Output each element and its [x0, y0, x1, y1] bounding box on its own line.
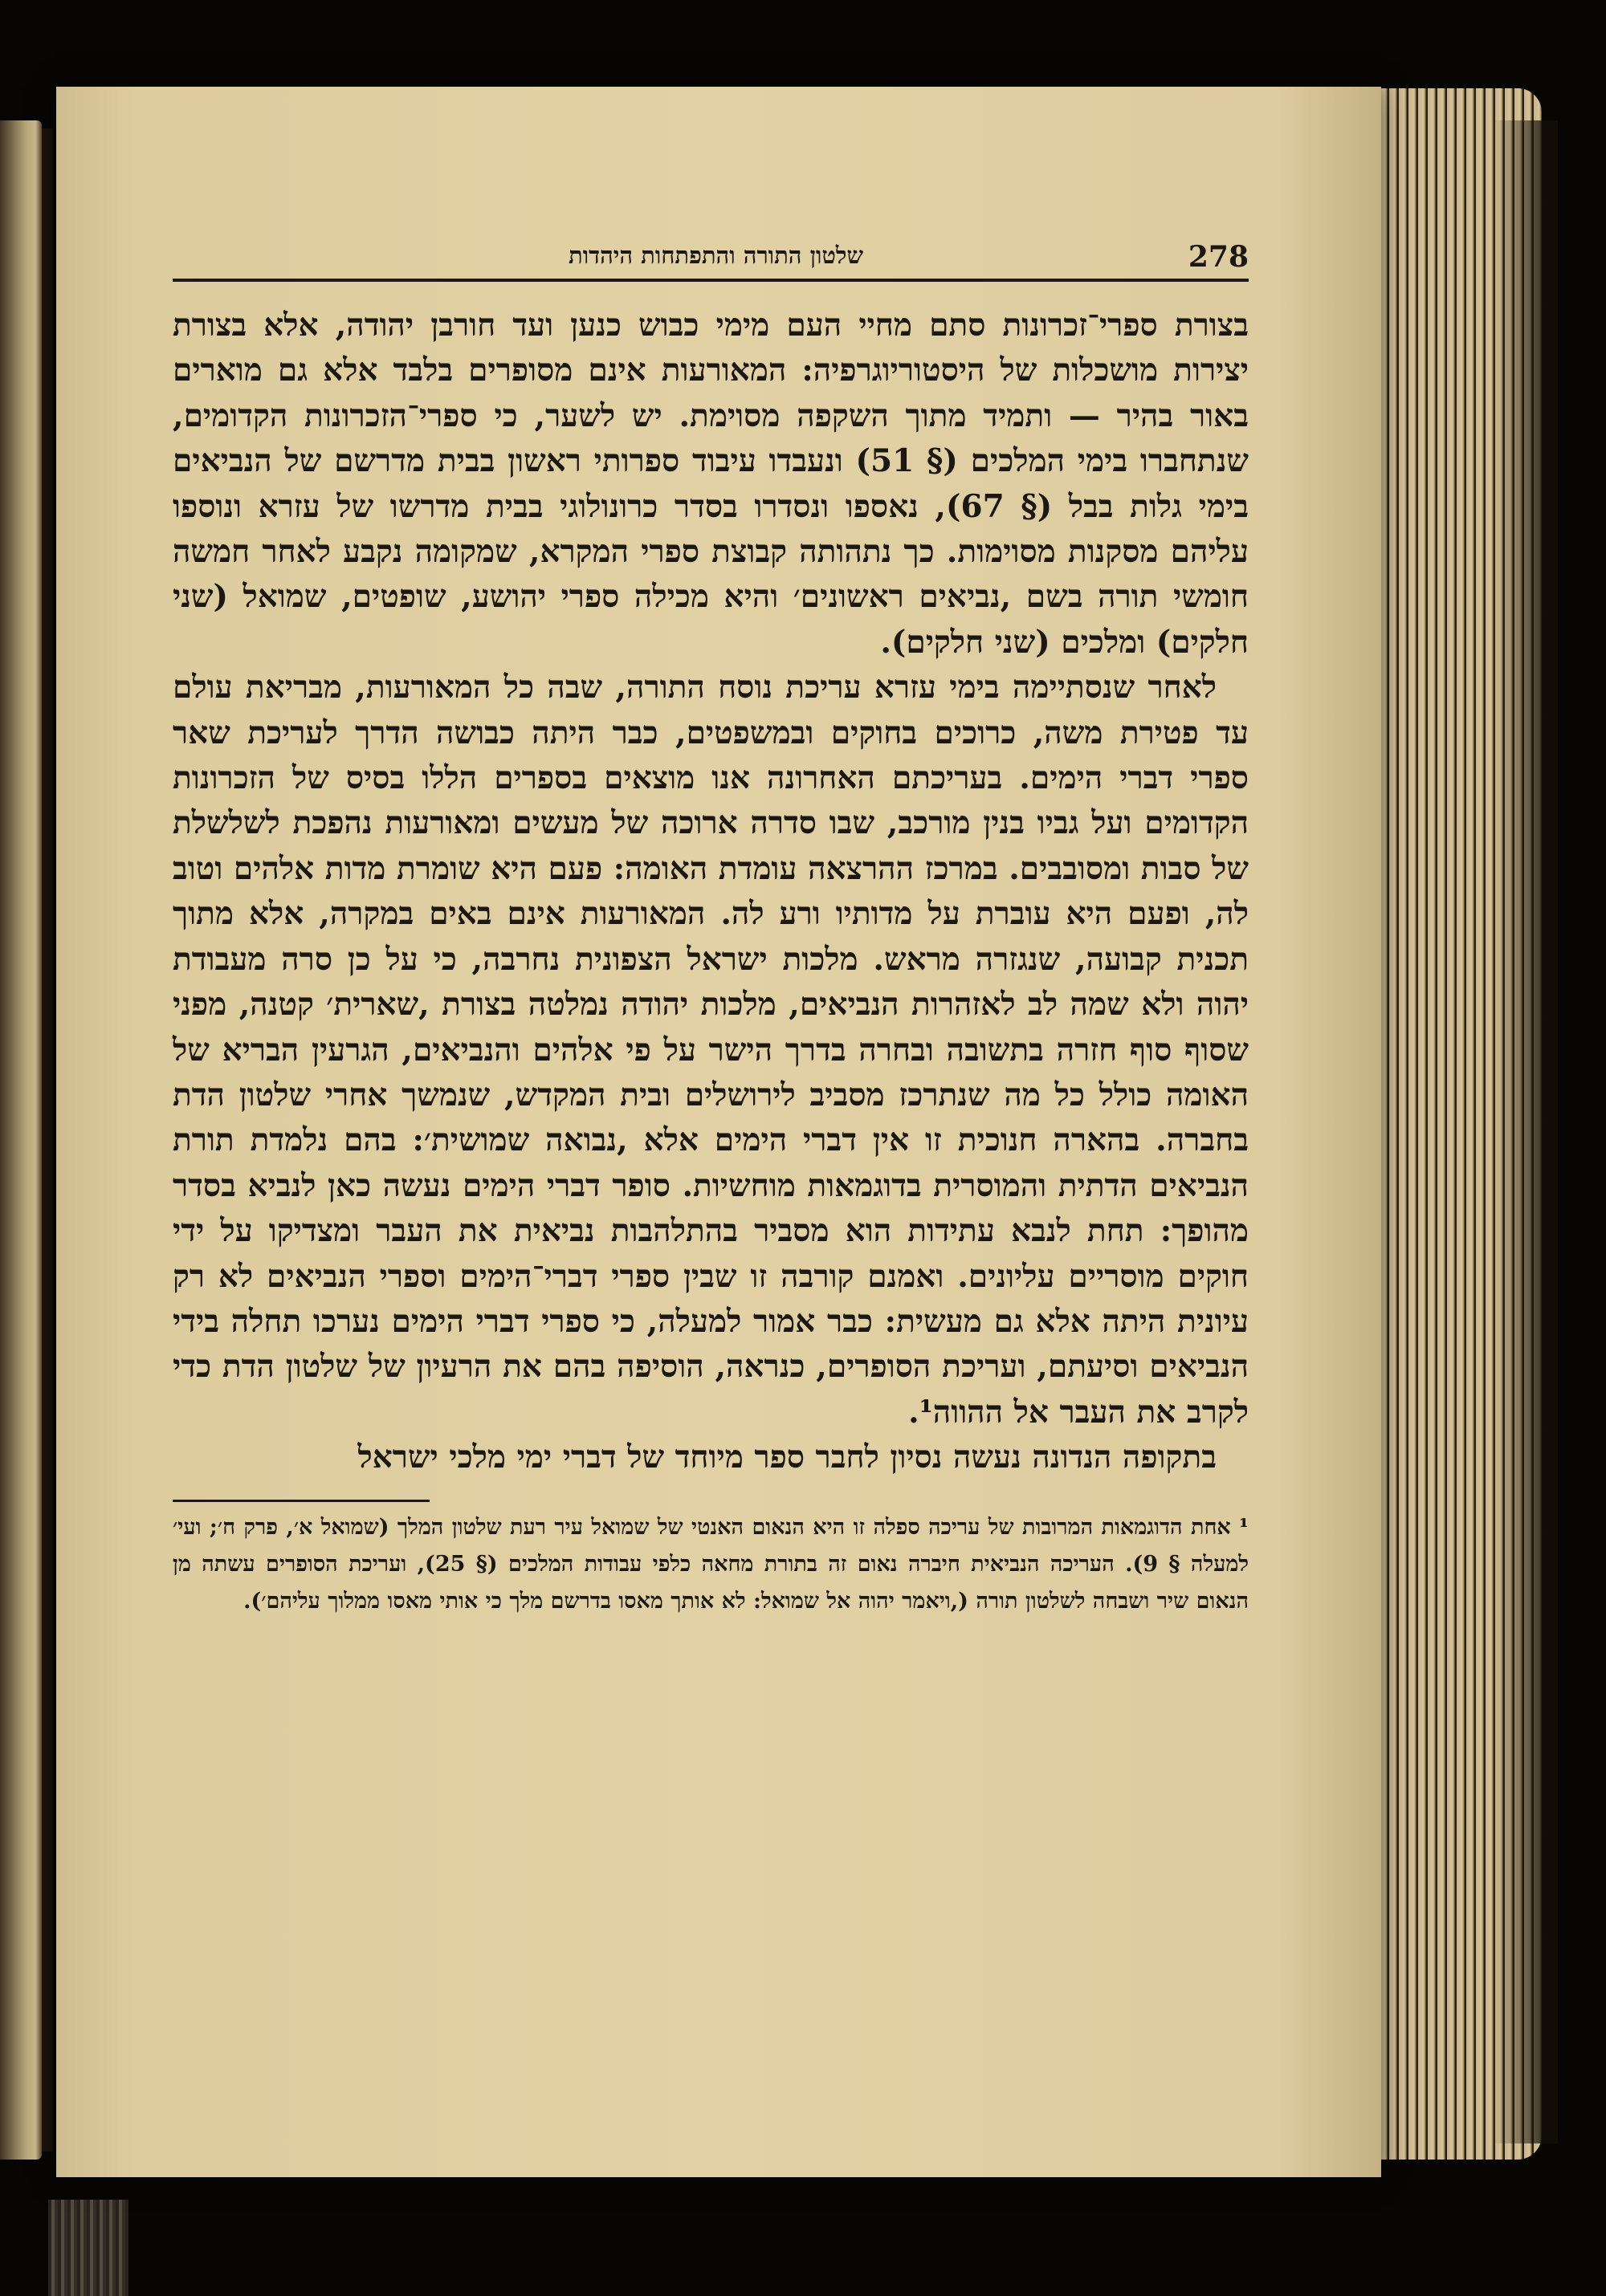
paragraph-3: בתקופה הנדונה נעשה נסיון לחבר ספר מיוחד של דברי ימי מלכי ישראל — [357, 1439, 1217, 1476]
book-shadow — [1494, 120, 1558, 2143]
book-page — [56, 87, 1381, 2177]
page-number: 278 — [1188, 240, 1249, 274]
left-page-edge — [0, 120, 42, 2160]
page-content — [173, 235, 1249, 1620]
main-text — [173, 303, 1249, 1480]
paragraph-2: לאחר שנסתיימה בימי עזרא עריכת נוסח התורה, שבה כל המאורעות, מבריאת עולם עד פטירת משה, כרוכים בחוקים ובמשפטים, כבר היתה כבושה הדרך לעריכת שאר ספרי דברי הימים. בעריכתם האחרונה אנו מוצאים בספרים הללו בסיס של הזכרונות הקדומים ועל גביו בנין מורכב, שבו סדרה ארוכה של מעשים ומאורעות נהפכת לשלשלת של סבות ומסובבים. במרכז ההרצאה עומדת האומה: פעם היא שומרת מדות אלהים וטוב לה, ופעם היא עוברת על מדותיו ורע לה. המאורעות אינם באים במקרה, אלא מתוך תכנית קבועה, שנגזרה מראש. מלכות ישראל הצפונית נחרבה, כי על כן סרה מעבודת יהוה ולא שמה לב לאזהרות הנביאים, מלכות יהודה נמלטה בצורת ,שארית׳ קטנה, מפני שסוף סוף חזרה בתשובה ובחרה בדרך הישר על פי אלהים והנביאים, הגרעין הבריא של האומה כולל כל מה שנתרכז מסביב לירושלים ובית המקדש, שנמשך אחרי שלטון הדת בחברה. בהארה חנוכית זו אין דברי הימים אלא ,נבואה שמושית׳: בהם נלמדת תורת הנביאים הדתית והמוסרית בדוגמאות מוחשיות. סופר דברי הימים נעשה כאן לנביא בסדר מהופך: תחת לנבא עתידות הוא מסביר בהתלהבות נביאית את העבר ומצדיקו על ידי חוקים מוסריים עליונים. ואמנם קורבה זו שבין ספרי דברי־הימים וספרי הנביאים לא רק עיונית היתה אלא גם מעשית: כבר אמור למעלה, כי ספרי דברי הימים נערכו תחלה בידי הנביאים וסיעתם, ועריכת הסופרים, כנראה, הוסיפה בהם את הרעיון של שלטון הדת כדי לקרב את העבר אל ההווה¹. — [173, 669, 1249, 1431]
bookmark-ribbon — [48, 2200, 128, 2296]
running-title: שלטון התורה והתפתחות היהדות — [569, 242, 863, 269]
footnotes — [173, 1509, 1249, 1620]
book-gutter — [42, 128, 53, 2151]
footnote-rule — [173, 1500, 430, 1502]
page-header — [173, 235, 1249, 282]
footnote-divider — [173, 1480, 1249, 1509]
paragraph-1: בצורת ספרי־זכרונות סתם מחיי העם מימי כבוש כנען ועד חורבן יהודה, אלא בצורת יצירות מושכלות של היסטוריוגרפיה: המאורעות אינם מסופרים בלבד אלא גם מוארים באור בהיר — ותמיד מתוך השקפה מסוימת. יש לשער, כי ספרי־הזכרונות הקדומים, שנתחברו בימי המלכים (§ 51) ונעבדו עיבוד ספרותי ראשון בבית מדרשם של הנביאים בימי גלות בבל (§ 67), נאספו ונסדרו בסדר כרונולוגי בבית מדרשו של עזרא ונוספו עליהם מסקנות מסוימות. כך נתהותה קבוצת ספרי המקרא, שמקומה נקבע לאחר חמשה חומשי תורה בשם ,נביאים ראשונים׳ והיא מכילה ספרי יהושע, שופטים, שמואל (שני חלקים) ומלכים (שני חלקים). — [173, 307, 1249, 661]
footnote-1: ¹ אחת הדוגמאות המרובות של עריכה ספלה זו היא הנאום האנטי של שמואל עיר רעת שלטון המלך (שמואל א׳, פרק ח׳; ועי׳ למעלה § 9). העריכה הנביאית חיברה נאום זה בתורת מחאה כלפי עבודות המלכים (§ 25), ועריכת הסופרים עשתה מן הנאום שיר ושבחה לשלטון תורה (,ויאמר יהוה אל שמואל: לא אותך מאסו בדרשם מלך כי אותי מאסו ממלוך עליהם׳). — [173, 1514, 1249, 1614]
